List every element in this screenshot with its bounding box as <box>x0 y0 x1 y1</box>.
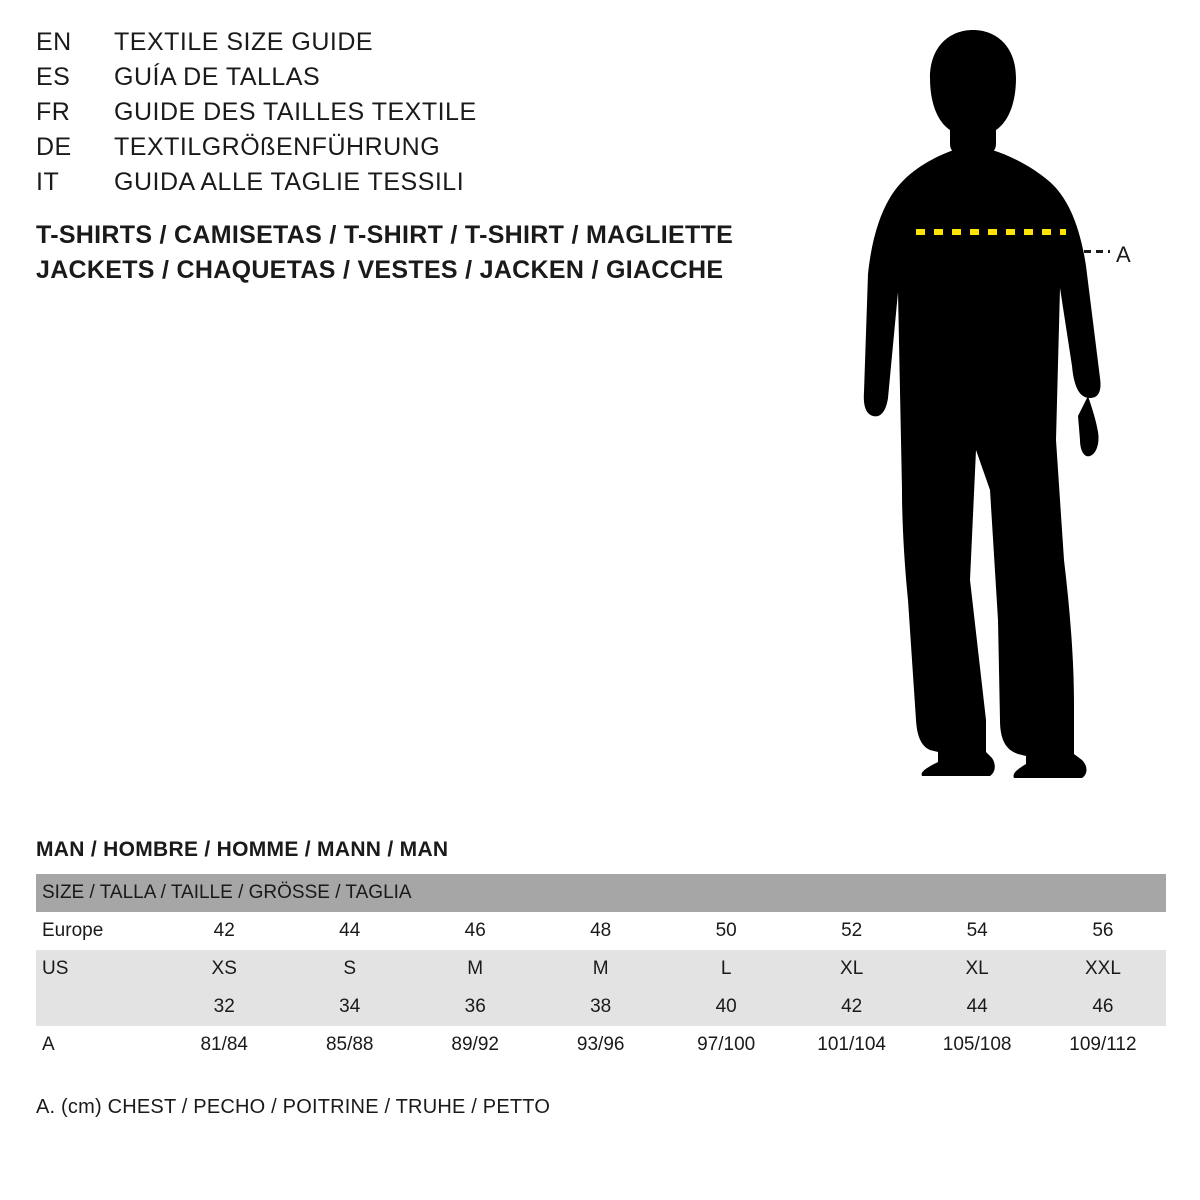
language-code-de: DE <box>36 133 72 161</box>
language-row-es <box>36 63 756 98</box>
row-label-us: US <box>36 950 161 988</box>
table-row <box>36 912 1166 950</box>
language-row-it <box>36 168 756 203</box>
cell-us-5: XL <box>789 950 914 988</box>
cell-a-0: 81/84 <box>161 1026 286 1064</box>
language-title-fr: GUIDE DES TAILLES TEXTILE <box>114 98 477 126</box>
language-code-es: ES <box>36 63 71 91</box>
cell-europe-7: 56 <box>1040 912 1166 950</box>
cell-us-7: XXL <box>1040 950 1166 988</box>
footnote-chest: A. (cm) CHEST / PECHO / POITRINE / TRUHE / PETTO <box>36 1096 551 1118</box>
cell-a-1: 85/88 <box>287 1026 412 1064</box>
language-title-it: GUIDA ALLE TAGLIE TESSILI <box>114 168 465 196</box>
language-title-block <box>36 28 756 203</box>
measure-label-a: A <box>1116 242 1131 267</box>
cell-numeric-4: 40 <box>663 988 788 1026</box>
language-row-en <box>36 28 756 63</box>
cell-europe-2: 46 <box>412 912 537 950</box>
cell-numeric-6: 44 <box>914 988 1039 1026</box>
language-title-es: GUÍA DE TALLAS <box>114 63 321 91</box>
cell-numeric-0: 32 <box>161 988 286 1026</box>
gender-title: MAN / HOMBRE / HOMME / MANN / MAN <box>36 838 449 861</box>
cell-numeric-2: 36 <box>412 988 537 1026</box>
cell-europe-0: 42 <box>161 912 286 950</box>
cell-a-7: 109/112 <box>1040 1026 1166 1064</box>
cell-a-6: 105/108 <box>914 1026 1039 1064</box>
category-tshirts: T-SHIRTS / CAMISETAS / T-SHIRT / T-SHIRT / MAGLIETTE <box>36 221 734 249</box>
cell-europe-4: 50 <box>663 912 788 950</box>
size-table <box>36 874 1166 1064</box>
language-code-fr: FR <box>36 98 71 126</box>
measure-leader-dashes <box>1084 250 1110 253</box>
cell-a-5: 101/104 <box>789 1026 914 1064</box>
body-figure <box>820 20 1180 790</box>
male-silhouette-icon <box>820 20 1180 790</box>
cell-us-1: S <box>287 950 412 988</box>
table-row <box>36 988 1166 1026</box>
cell-us-4: L <box>663 950 788 988</box>
table-header-row <box>36 874 1166 912</box>
cell-europe-1: 44 <box>287 912 412 950</box>
language-row-de <box>36 133 756 168</box>
cell-us-2: M <box>412 950 537 988</box>
row-label-a: A <box>36 1026 161 1064</box>
table-row <box>36 1026 1166 1064</box>
category-jackets: JACKETS / CHAQUETAS / VESTES / JACKEN / GIACCHE <box>36 256 724 284</box>
cell-us-6: XL <box>914 950 1039 988</box>
cell-numeric-1: 34 <box>287 988 412 1026</box>
language-code-en: EN <box>36 28 72 56</box>
table-header-label: SIZE / TALLA / TAILLE / GRÖSSE / TAGLIA <box>36 874 1166 912</box>
cell-europe-5: 52 <box>789 912 914 950</box>
cell-numeric-3: 38 <box>538 988 663 1026</box>
row-label-europe: Europe <box>36 912 161 950</box>
language-code-it: IT <box>36 168 60 196</box>
cell-us-0: XS <box>161 950 286 988</box>
row-label-numeric <box>36 988 161 1026</box>
cell-a-4: 97/100 <box>663 1026 788 1064</box>
language-row-fr <box>36 98 756 133</box>
category-block <box>36 218 796 288</box>
cell-a-2: 89/92 <box>412 1026 537 1064</box>
language-title-en: TEXTILE SIZE GUIDE <box>114 28 374 56</box>
cell-a-3: 93/96 <box>538 1026 663 1064</box>
cell-europe-6: 54 <box>914 912 1039 950</box>
table-row <box>36 950 1166 988</box>
cell-numeric-7: 46 <box>1040 988 1166 1026</box>
cell-us-3: M <box>538 950 663 988</box>
cell-numeric-5: 42 <box>789 988 914 1026</box>
size-table-section <box>36 838 1166 1064</box>
cell-europe-3: 48 <box>538 912 663 950</box>
language-title-de: TEXTILGRÖßENFÜHRUNG <box>114 133 441 161</box>
